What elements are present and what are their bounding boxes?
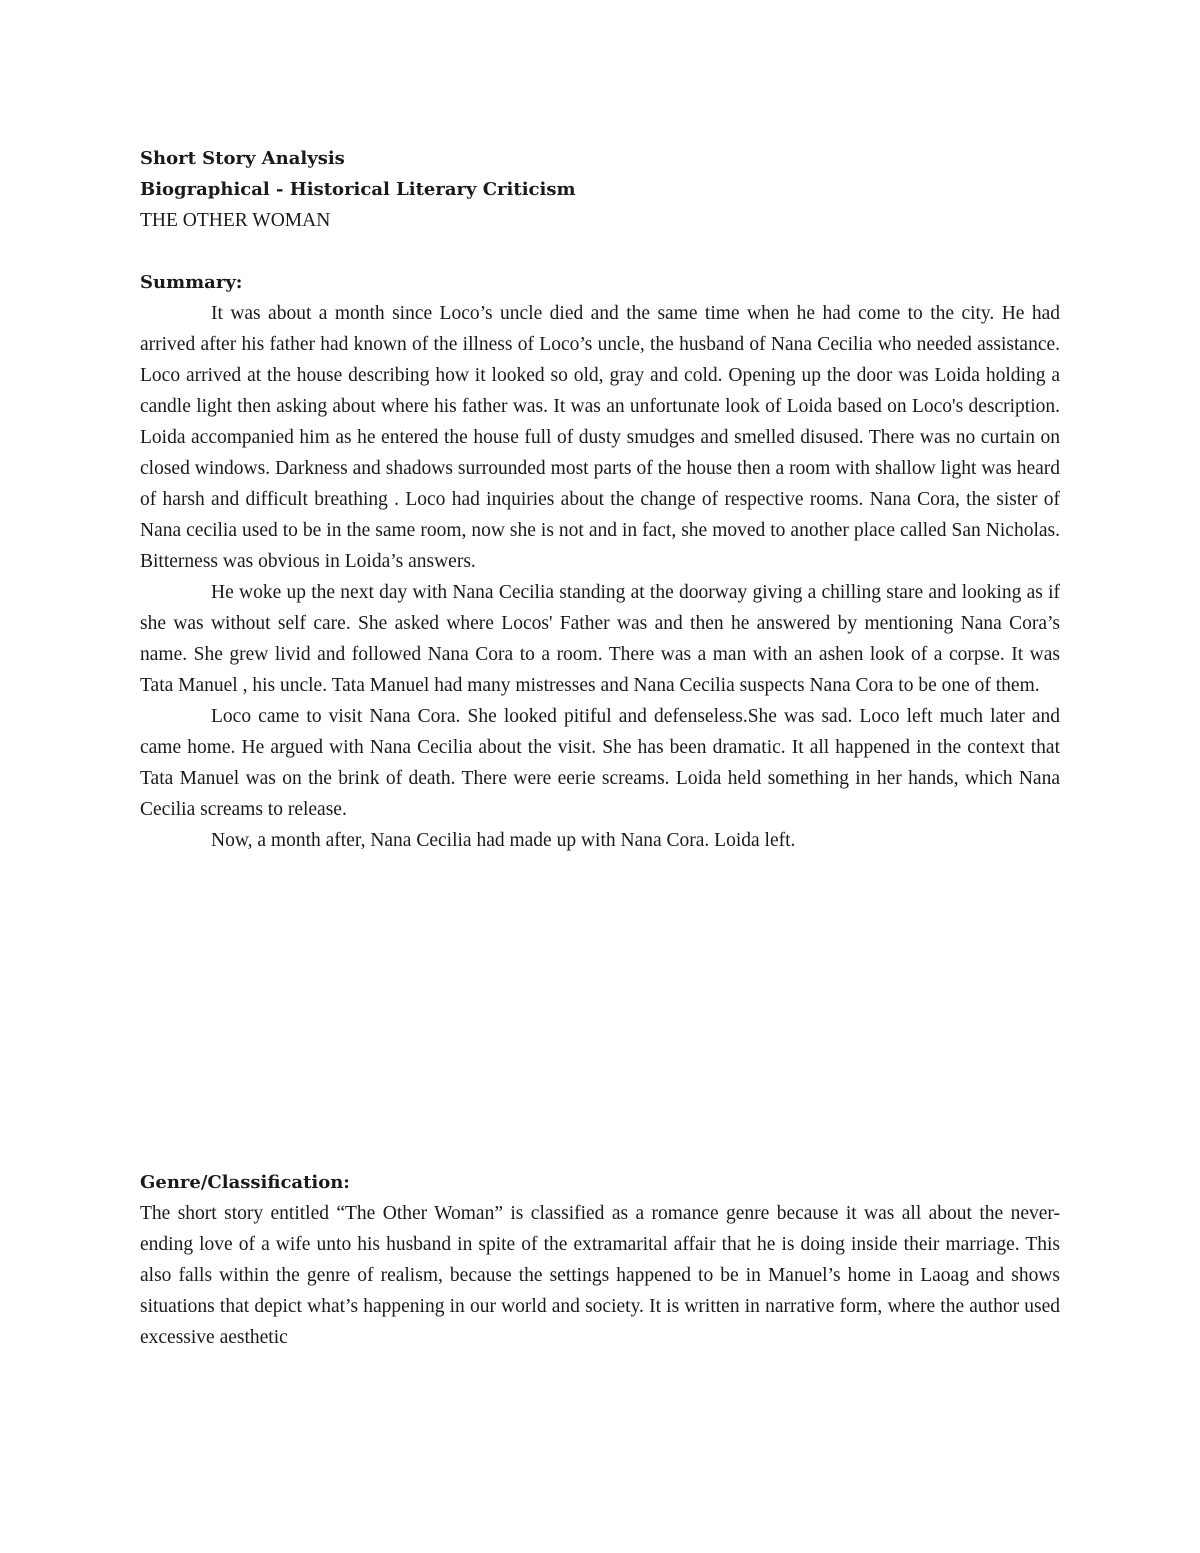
summary-heading: Summary: (140, 272, 243, 293)
genre-paragraph: The short story entitled “The Other Woman” is classified as a romance genre because it was all about the never-ending love of a wife unto his husband in spite of the extramarital affair that he is doing inside their marriage. This also falls within the genre of realism, because the settings happened to be in Manuel’s home in Laoag and shows situations that depict what’s happening in our world and society. It is written in narrative form, where the author used excessive aesthetic (140, 1203, 1060, 1348)
summary-paragraph-2: He woke up the next day with Nana Cecilia standing at the doorway giving a chilling stare and looking as if she was without self care. She asked where Locos' Father was and then he answered by mentioning Nana Cora’s name. She grew livid and followed Nana Cora to a room. There was a man with an ashen look of a corpse. It was Tata Manuel , his uncle. Tata Manuel had many mistresses and Nana Cecilia suspects Nana Cora to be one of them. (140, 582, 1060, 696)
genre-heading: Genre/Classification: (140, 1172, 350, 1193)
story-title: THE OTHER WOMAN (140, 210, 331, 231)
document-body (140, 143, 1060, 856)
spacer (140, 236, 1060, 267)
document-subheading: Biographical - Historical Literary Criticism (140, 179, 576, 200)
summary-paragraph-3: Loco came to visit Nana Cora. She looked pitiful and defenseless.She was sad. Loco left much later and came home. He argued with Nana Cecilia about the visit. She has been dramatic. It all happened in the context that Tata Manuel was on the brink of death. There were eerie screams. Loida held something in her hands, which Nana Cecilia screams to release. (140, 706, 1060, 820)
summary-paragraph-1: It was about a month since Loco’s uncle died and the same time when he had come to the city. He had arrived after his father had known of the illness of Loco’s uncle, the husband of Nana Cecilia who needed assistance. Loco arrived at the house describing how it looked so old, gray and cold. Opening up the door was Loida holding a candle light then asking about where his father was. It was an unfortunate look of Loida based on Loco's description. Loida accompanied him as he entered the house full of dusty smudges and smelled disused. There was no curtain on closed windows. Darkness and shadows surrounded most parts of the house then a room with shallow light was heard of harsh and difficult breathing . Loco had inquiries about the change of respective rooms. Nana Cora, the sister of Nana cecilia used to be in the same room, now she is not and in fact, she moved to another place called San Nicholas. Bitterness was obvious in Loida’s answers. (140, 303, 1060, 572)
document-heading: Short Story Analysis (140, 148, 345, 169)
summary-paragraph-4: Now, a month after, Nana Cecilia had made up with Nana Cora. Loida left. (211, 830, 796, 851)
genre-section (140, 1167, 1060, 1353)
